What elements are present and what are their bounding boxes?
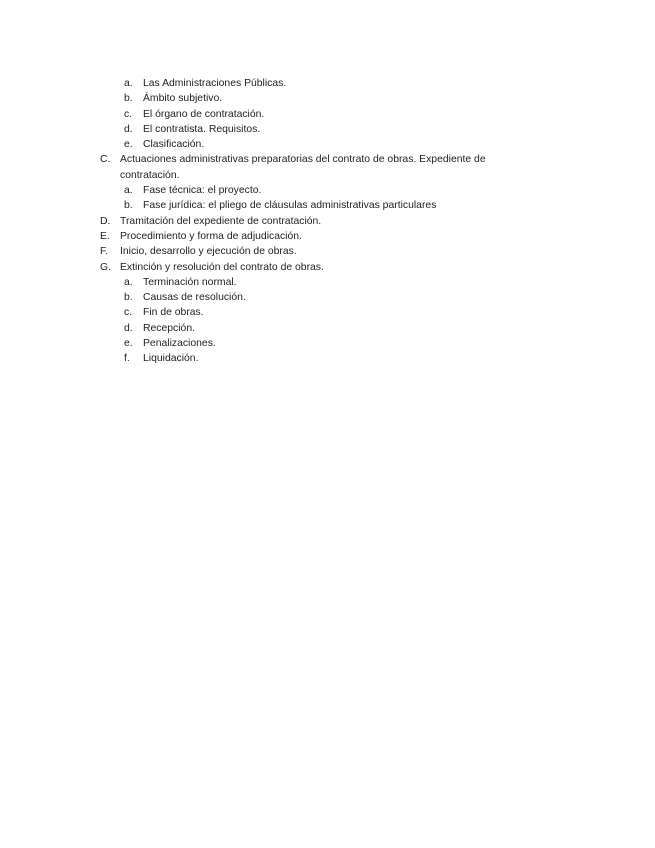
list-item (0, 305, 655, 320)
section-item (0, 260, 655, 275)
list-item (0, 76, 655, 91)
section-text: Extinción y resolución del contrato de obras. (120, 261, 324, 273)
list-item-text: El órgano de contratación. (143, 108, 265, 120)
outline-list (0, 76, 655, 367)
list-item-text: Fase técnica: el proyecto. (143, 185, 262, 197)
list-item-text: Clasificación. (143, 139, 205, 151)
section-marker: E. (100, 230, 110, 242)
list-item-text: Terminación normal. (143, 276, 237, 288)
list-marker: e. (124, 338, 133, 350)
list-item (0, 91, 655, 106)
list-item (0, 321, 655, 336)
list-item-text: El contratista. Requisitos. (143, 123, 261, 135)
list-item-text: Ámbito subjetivo. (143, 93, 223, 105)
list-item (0, 336, 655, 351)
list-marker: b. (124, 292, 133, 304)
list-marker: e. (124, 139, 133, 151)
list-marker: b. (124, 93, 133, 105)
list-marker: a. (124, 276, 133, 288)
section-item (0, 244, 655, 259)
section-item (0, 229, 655, 244)
section-item (0, 214, 655, 229)
list-item-text: Fase jurídica: el pliego de cláusulas administrativas particulares (143, 200, 437, 212)
list-marker: c. (124, 307, 133, 319)
list-item-text: Liquidación. (143, 353, 199, 365)
list-item (0, 137, 655, 152)
list-marker: d. (124, 123, 133, 135)
section-text: Inicio, desarrollo y ejecución de obras. (120, 246, 297, 258)
list-item-text: Penalizaciones. (143, 338, 216, 350)
list-marker: a. (124, 78, 133, 89)
section-marker: G. (100, 261, 111, 273)
section-marker: D. (100, 215, 111, 227)
list-item (0, 107, 655, 122)
section-text: Procedimiento y forma de adjudicación. (120, 230, 302, 242)
list-item-text: Las Administraciones Públicas. (143, 78, 287, 89)
list-item-text: Fin de obras. (143, 307, 204, 319)
list-item (0, 183, 655, 198)
section-text: Actuaciones administrativas preparatorias del contrato de obras. Expediente de contratación. (120, 154, 486, 181)
list-item (0, 290, 655, 305)
list-item-text: Causas de resolución. (143, 292, 246, 304)
list-item (0, 275, 655, 290)
list-item (0, 198, 655, 213)
section-marker: C. (100, 154, 111, 166)
list-marker: c. (124, 108, 133, 120)
list-marker: b. (124, 200, 133, 212)
list-item (0, 122, 655, 137)
list-item-text: Recepción. (143, 322, 195, 334)
list-marker: f. (124, 353, 130, 365)
list-marker: d. (124, 322, 133, 334)
list-item (0, 351, 655, 366)
section-item (0, 152, 655, 183)
list-marker: a. (124, 185, 133, 197)
section-marker: F. (100, 246, 109, 258)
section-text: Tramitación del expediente de contratación. (120, 215, 322, 227)
